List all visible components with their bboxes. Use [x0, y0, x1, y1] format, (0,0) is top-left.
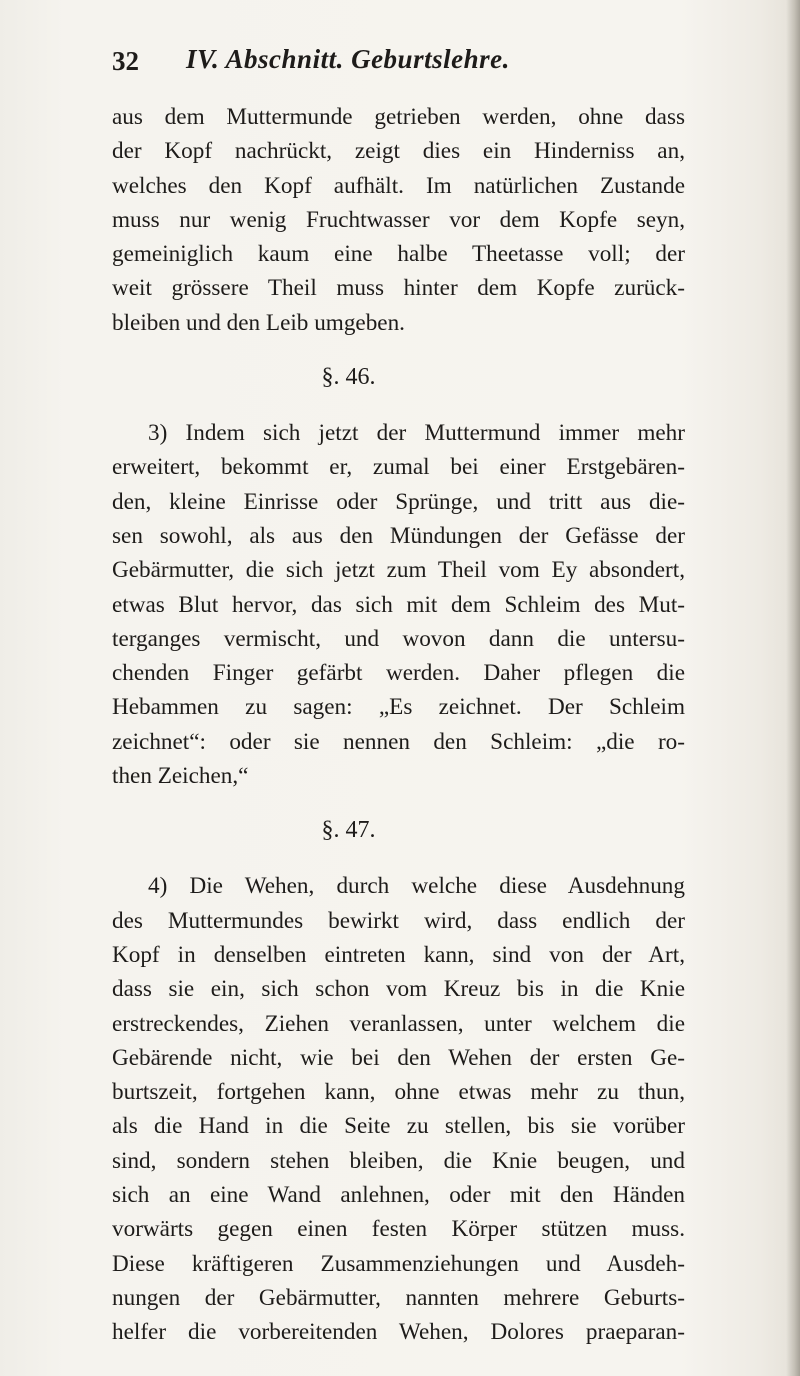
text-line: nungen der Gebärmutter, nannten mehrere Geburts-: [112, 1284, 685, 1311]
text-line: terganges vermischt, und wovon dann die untersu-: [112, 625, 685, 652]
text-line: 4) Die Wehen, durch welche diese Ausdehnung: [148, 873, 685, 900]
text-line: gemeiniglich kaum eine halbe Theetasse voll; der: [112, 241, 685, 268]
text-line: helfer die vorbereitenden Wehen, Dolores praeparan-: [112, 1319, 685, 1346]
text-line: weit grössere Theil muss hinter dem Kopfe zurück-: [112, 275, 685, 302]
text-line: Gebärmutter, die sich jetzt zum Theil vom Ey absondert,: [112, 557, 685, 584]
text-line: des Muttermundes bewirkt wird, dass endlich der: [112, 907, 685, 934]
page-number: 32: [112, 46, 139, 76]
text-line: chenden Finger gefärbt werden. Daher pflegen die: [112, 660, 685, 687]
text-line: welches den Kopf aufhält. Im natürlichen Zustande: [112, 172, 685, 199]
text-line: erweitert, bekommt er, zumal bei einer Erstgebären-: [112, 454, 685, 481]
text-line: burtszeit, fortgehen kann, ohne etwas mehr zu thun,: [112, 1079, 685, 1106]
text-line: sind, sondern stehen bleiben, die Knie beugen, und: [112, 1147, 685, 1174]
section-heading-47: §. 47.: [321, 817, 376, 844]
text-line: Kopf in denselben eintreten kann, sind von der Art,: [112, 941, 685, 968]
section-heading-46: §. 46.: [321, 364, 376, 391]
text-line: aus dem Muttermunde getrieben werden, ohne dass: [112, 104, 685, 130]
text-line: als die Hand in die Seite zu stellen, bis sie vorüber: [112, 1113, 685, 1140]
body-text: [112, 100, 685, 1350]
page-edge-shadow: [786, 0, 800, 1376]
text-line: Diese kräftigeren Zusammenziehungen und Ausdeh-: [112, 1250, 685, 1277]
text-line: Gebärende nicht, wie bei den Wehen der ersten Ge-: [112, 1044, 685, 1071]
text-line: muss nur wenig Fruchtwasser vor dem Kopfe seyn,: [112, 206, 685, 233]
text-line: etwas Blut hervor, das sich mit dem Schleim des Mut-: [112, 591, 685, 618]
running-head: IV. Abschnitt. Geburtslehre.: [186, 44, 510, 74]
text-line: dass sie ein, sich schon vom Kreuz bis in die Knie: [112, 976, 685, 1003]
text-line: then Zeichen,“: [112, 763, 249, 790]
text-line: sich an eine Wand anlehnen, oder mit den Händen: [112, 1182, 685, 1209]
section-47-paragraph: [112, 869, 685, 1349]
text-line: Hebammen zu sagen: „Es zeichnet. Der Schleim: [112, 694, 685, 721]
section-46-paragraph: [112, 416, 685, 793]
text-line: sen sowohl, als aus den Mündungen der Gefässe der: [112, 522, 685, 549]
paragraph-continuation: [112, 100, 685, 340]
text-line: 3) Indem sich jetzt der Muttermund immer mehr: [148, 420, 685, 447]
text-line: den, kleine Einrisse oder Sprünge, und tritt aus die-: [112, 488, 685, 515]
text-line: zeichnet“: oder sie nennen den Schleim: „die ro-: [112, 728, 685, 755]
text-line: erstreckendes, Ziehen veranlassen, unter welchem die: [112, 1010, 685, 1037]
page-header: [112, 44, 672, 84]
text-line: vorwärts gegen einen festen Körper stützen muss.: [112, 1216, 685, 1243]
text-line: der Kopf nachrückt, zeigt dies ein Hinderniss an,: [112, 138, 685, 165]
text-line: bleiben und den Leib umgeben.: [112, 309, 405, 336]
